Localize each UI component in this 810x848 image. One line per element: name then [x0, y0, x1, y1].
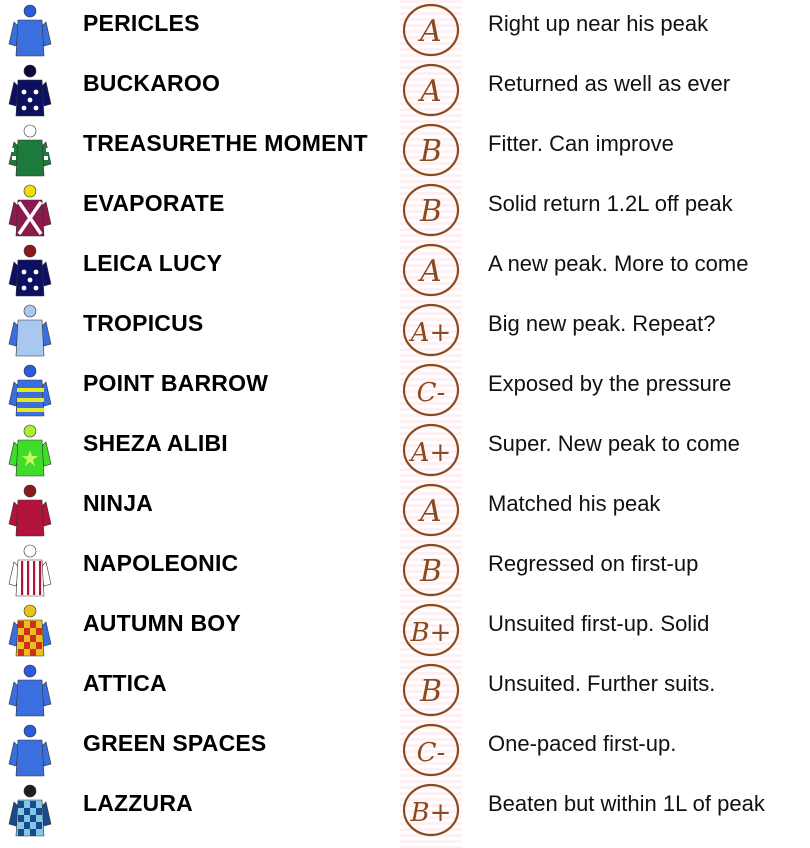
jockey-silks-icon	[8, 304, 52, 360]
grade-badge	[400, 781, 462, 839]
run-comment: Beaten but within 1L of peak	[488, 791, 765, 816]
runner-row	[0, 720, 810, 780]
grade-badge	[400, 61, 462, 119]
runner-row	[0, 600, 810, 660]
runner-row	[0, 120, 810, 180]
run-comment: Right up near his peak	[488, 11, 709, 36]
grade-letter: B	[419, 194, 443, 229]
run-comment: Solid return 1.2L off peak	[488, 191, 733, 216]
horse-name: LAZZURA	[83, 790, 193, 816]
runner-row	[0, 0, 810, 60]
horse-name: BUCKAROO	[83, 70, 221, 96]
grade-letter: B	[419, 674, 443, 709]
grade-badge	[400, 301, 462, 359]
runner-row	[0, 300, 810, 360]
horse-name: ATTICA	[83, 670, 167, 696]
horse-name: SHEZA ALIBI	[83, 430, 228, 456]
grade-letter: A	[420, 74, 442, 109]
grade-letter: A	[420, 494, 442, 529]
run-comment: Regressed on first-up	[488, 551, 699, 576]
grade-badge	[400, 661, 462, 719]
jockey-silks-icon	[8, 424, 52, 480]
horse-name: AUTUMN BOY	[83, 610, 241, 636]
grade-letter: A	[420, 254, 442, 289]
horse-name: TREASURETHE MOMENT	[83, 130, 368, 156]
jockey-silks-icon	[8, 184, 52, 240]
jockey-silks-icon	[8, 244, 52, 300]
grade-badge	[400, 721, 462, 779]
jockey-silks-icon	[8, 724, 52, 780]
jockey-silks-icon	[8, 64, 52, 120]
grade-badge	[400, 481, 462, 539]
horse-name: LEICA LUCY	[83, 250, 223, 276]
runner-row	[0, 360, 810, 420]
grade-letter: B	[419, 134, 443, 169]
runner-row	[0, 660, 810, 720]
horse-name: TROPICUS	[83, 310, 204, 336]
grade-badge	[400, 241, 462, 299]
jockey-silks-icon	[8, 664, 52, 720]
run-comment: Matched his peak	[488, 491, 661, 516]
run-comment: Exposed by the pressure	[488, 371, 732, 396]
runner-row	[0, 480, 810, 540]
jockey-silks-icon	[8, 784, 52, 840]
jockey-silks-icon	[8, 604, 52, 660]
run-comment: Unsuited. Further suits.	[488, 671, 716, 696]
jockey-silks-icon	[8, 544, 52, 600]
grade-letter: C-	[416, 738, 446, 768]
horse-name: POINT BARROW	[83, 370, 269, 396]
runner-row	[0, 420, 810, 480]
grade-letter: A+	[410, 318, 452, 348]
run-comment: A new peak. More to come	[488, 251, 749, 276]
runner-row	[0, 540, 810, 600]
grade-badge	[400, 541, 462, 599]
horse-name: PERICLES	[83, 10, 200, 36]
grade-badge	[400, 421, 462, 479]
runner-row	[0, 780, 810, 840]
grade-letter: B+	[410, 618, 452, 648]
jockey-silks-icon	[8, 484, 52, 540]
jockey-silks-icon	[8, 4, 52, 60]
grade-letter: A	[420, 14, 442, 49]
grade-letter: A+	[410, 438, 452, 468]
horse-name: EVAPORATE	[83, 190, 225, 216]
runner-row	[0, 60, 810, 120]
run-comment: Returned as well as ever	[488, 71, 731, 96]
run-comment: One-paced first-up.	[488, 731, 677, 756]
runner-row	[0, 180, 810, 240]
runner-row	[0, 240, 810, 300]
jockey-silks-icon	[8, 124, 52, 180]
grade-letter: B+	[410, 798, 452, 828]
grade-badge	[400, 601, 462, 659]
run-comment: Super. New peak to come	[488, 431, 740, 456]
horse-name: NINJA	[83, 490, 154, 516]
run-comment: Unsuited first-up. Solid	[488, 611, 710, 636]
run-comment: Fitter. Can improve	[488, 131, 674, 156]
grade-badge	[400, 121, 462, 179]
grade-badge	[400, 1, 462, 59]
jockey-silks-icon	[8, 364, 52, 420]
horse-name: NAPOLEONIC	[83, 550, 239, 576]
grade-letter: B	[419, 554, 443, 589]
grade-badge	[400, 361, 462, 419]
grade-letter: C-	[416, 378, 446, 408]
grade-badge	[400, 181, 462, 239]
horse-name: GREEN SPACES	[83, 730, 267, 756]
run-comment: Big new peak. Repeat?	[488, 311, 716, 336]
